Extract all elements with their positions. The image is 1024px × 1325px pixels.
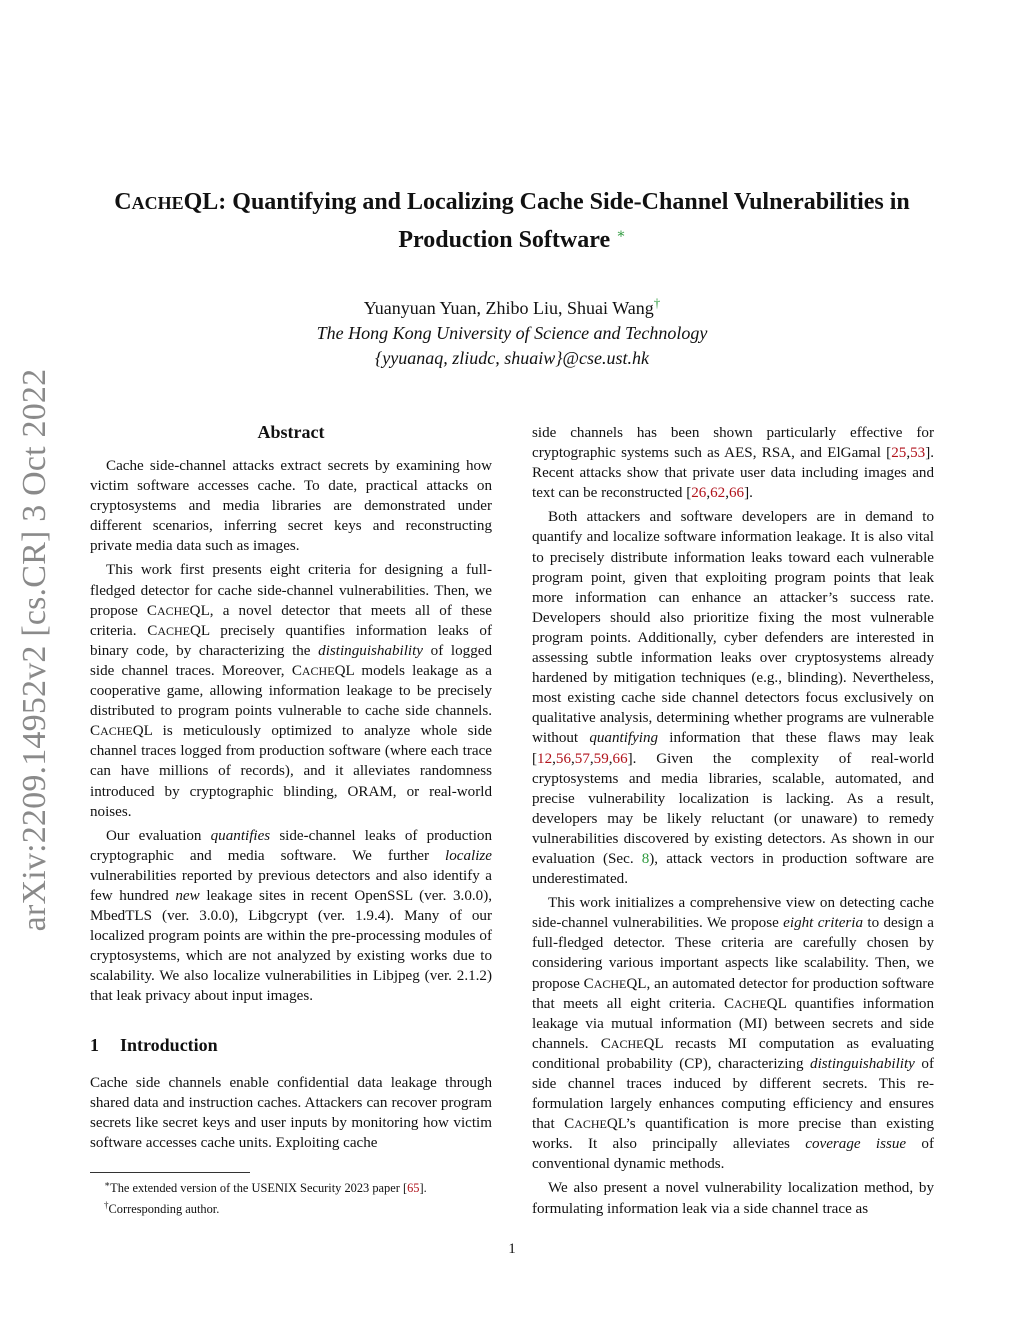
affiliation: The Hong Kong University of Science and Technology (316, 323, 708, 343)
title-line2: Production Software (398, 227, 611, 253)
paper-title (90, 186, 934, 256)
cacheql-name: CACHEQL (291, 662, 355, 679)
cacheql-name: CACHEQL (583, 975, 647, 992)
intro-paragraph-4: We also present a novel vulnerability localization method, by formulating information leak via a side channel trace as (532, 1180, 934, 1217)
page-number: 1 (508, 1241, 516, 1257)
abstract-paragraph-1: Cache side-channel attacks extract secrets by examining how victim software accesses cache. To date, practical attacks on cryptosystems and media libraries are demonstrated under different scenarios, inferring secret keys and reconstructing private media data such as images. (90, 458, 492, 555)
section-link[interactable]: 8 (641, 850, 650, 867)
author-names: Yuanyuan Yuan, Zhibo Liu, Shuai Wang (363, 298, 654, 318)
footnote-divider (90, 1172, 250, 1173)
title-name-rest: ACHE (131, 193, 184, 213)
citation-link[interactable]: 62 (710, 485, 726, 502)
intro-paragraph-1-cont: side channels has been shown particularly effective for cryptographic systems such as AES, RSA, and ElGamal [25,53]. Recent attacks show that private user data including images and text can be reconstructed [26,62,66]. (532, 425, 934, 502)
citation-link[interactable]: 25 (891, 445, 907, 462)
arxiv-id: arXiv:2209.14952v2 [cs.CR] 3 Oct 2022 (16, 368, 53, 932)
title-name-first: C (114, 189, 132, 215)
cacheql-name: CACHEQL (90, 723, 153, 740)
citation-link[interactable]: 26 (691, 485, 707, 502)
arxiv-stamp (0, 360, 70, 940)
left-column (90, 420, 492, 1157)
cacheql-name: CACHEQL (146, 602, 210, 619)
cacheql-name: CACHEQL (600, 1035, 664, 1052)
footnote-1: ∗The extended version of the USENIX Security 2023 paper [65]. (104, 1179, 427, 1196)
citation-link[interactable]: 66 (612, 750, 628, 767)
intro-paragraph-2: Both attackers and software developers are in demand to quantify and localize software information leakage. It is also vital to precisely distribute information leaks toward each vulnerable program point, given that exploiting program points that leak more information can enhance an attacker’s success rate. Developers should also prioritize fixing the most vulnerable program points. Additionally, cyber defenders are interested in assessing subtle information leaks over cryptosystems already hardened by mitigation techniques (e.g., blinding). Nevertheless, most existing cache side channel detectors focus exclusively on qualitative analysis, determining whether programs are vulnerable without quantifying information that these flaws may leak [12,56,57,59,66]. Given the complexity of real-world cryptosystems and media libraries, scalable, automated, and precise vulnerability localization is lacking. As a result, developers may be likely reluctant (or unaware) to remedy vulnerabilities discovered by existing detectors. As shown in our evaluation (Sec. 8), attack vectors in production software are underestimated. (532, 509, 934, 888)
citation-link[interactable]: 12 (537, 750, 553, 767)
citation-link[interactable]: 65 (407, 1181, 420, 1196)
title-footnote-mark[interactable]: ∗ (616, 227, 626, 242)
footnotes (90, 1176, 492, 1218)
cacheql-name: CACHEQL (723, 995, 787, 1012)
title-name-ql: QL (183, 189, 219, 215)
intro-paragraph-1: Cache side channels enable confidential data leakage through shared data and instruction caches. Attackers can recover program secrets like secret keys and user inputs by monitoring how victim software accesses cache units. Exploiting cache (90, 1074, 492, 1151)
abstract-paragraph-2: This work first presents eight criteria for designing a full-fledged detector for cache side-channel vulnerabilities. Then, we propose CACHEQL, a novel detector that meets all of these criteria. CACHEQL precisely quantifies information leaks of binary code, by characterizing the distinguishability of logged side channel traces. Moreover, CACHEQL models leakage as a cooperative game, allowing information leakage to be precisely distributed to program points vulnerable to cache side channels. CACHEQL is meticulously optimized to analyze whole side channel traces logged from production software (where each trace can have millions of records), and it alleviates randomness introduced by cryptographic blinding, ORAM, or real-world noises. (90, 562, 492, 820)
author-block (90, 290, 934, 371)
citation-link[interactable]: 57 (574, 750, 590, 767)
abstract-heading: Abstract (257, 422, 325, 442)
right-column (532, 423, 934, 1223)
section-heading-introduction: 1 Introduction (90, 1034, 218, 1055)
title-line1: : Quantifying and Localizing Cache Side-Channel Vulnerabilities in (218, 189, 910, 215)
citation-link[interactable]: 59 (593, 750, 609, 767)
citation-link[interactable]: 56 (555, 750, 571, 767)
citation-link[interactable]: 53 (910, 445, 926, 462)
footnote-2: †Corresponding author. (104, 1200, 220, 1217)
intro-paragraph-3: This work initializes a comprehensive view on detecting cache side-channel vulnerabilities. We propose eight criteria to design a full-fledged detector. These criteria are carefully chosen by considering various important aspects like scalability. Then, we propose CACHEQL, an automated detector for production software that meets all eight criteria. CACHEQL quantifies information leakage via mutual information (MI) between secrets and side channels. CACHEQL recasts MI computation as evaluating conditional probability (CP), characterizing distinguishability of side channel traces induced by different secrets. This re-formulation largely enhances computing efficiency and ensures that CACHEQL’s quantification is more precise than existing works. It also principally alleviates coverage issue of conventional dynamic methods. (532, 895, 935, 1173)
citation-link[interactable]: 66 (729, 485, 745, 502)
author-footnote-mark[interactable]: † (653, 295, 661, 310)
abstract-paragraph-3: Our evaluation quantifies side-channel leaks of production cryptographic and media software. We further localize vulnerabilities reported by previous detectors and also identify a few hundred new leakage sites in recent OpenSSL (ver. 3.0.0), MbedTLS (ver. 3.0.0), Libgcrypt (ver. 1.9.4). Many of our localized program points are within the pre-processing modules of cryptosystems, which are not analyzed by existing works due to scalability. We also localize vulnerabilities in Libjpeg (ver. 2.1.2) that leak privacy about input images. (90, 827, 492, 1005)
cacheql-name: CACHEQL (147, 622, 210, 639)
cacheql-name: CACHEQL (564, 1116, 626, 1133)
author-emails: {yyuanaq, zliudc, shuaiw}@cse.ust.hk (375, 348, 649, 368)
